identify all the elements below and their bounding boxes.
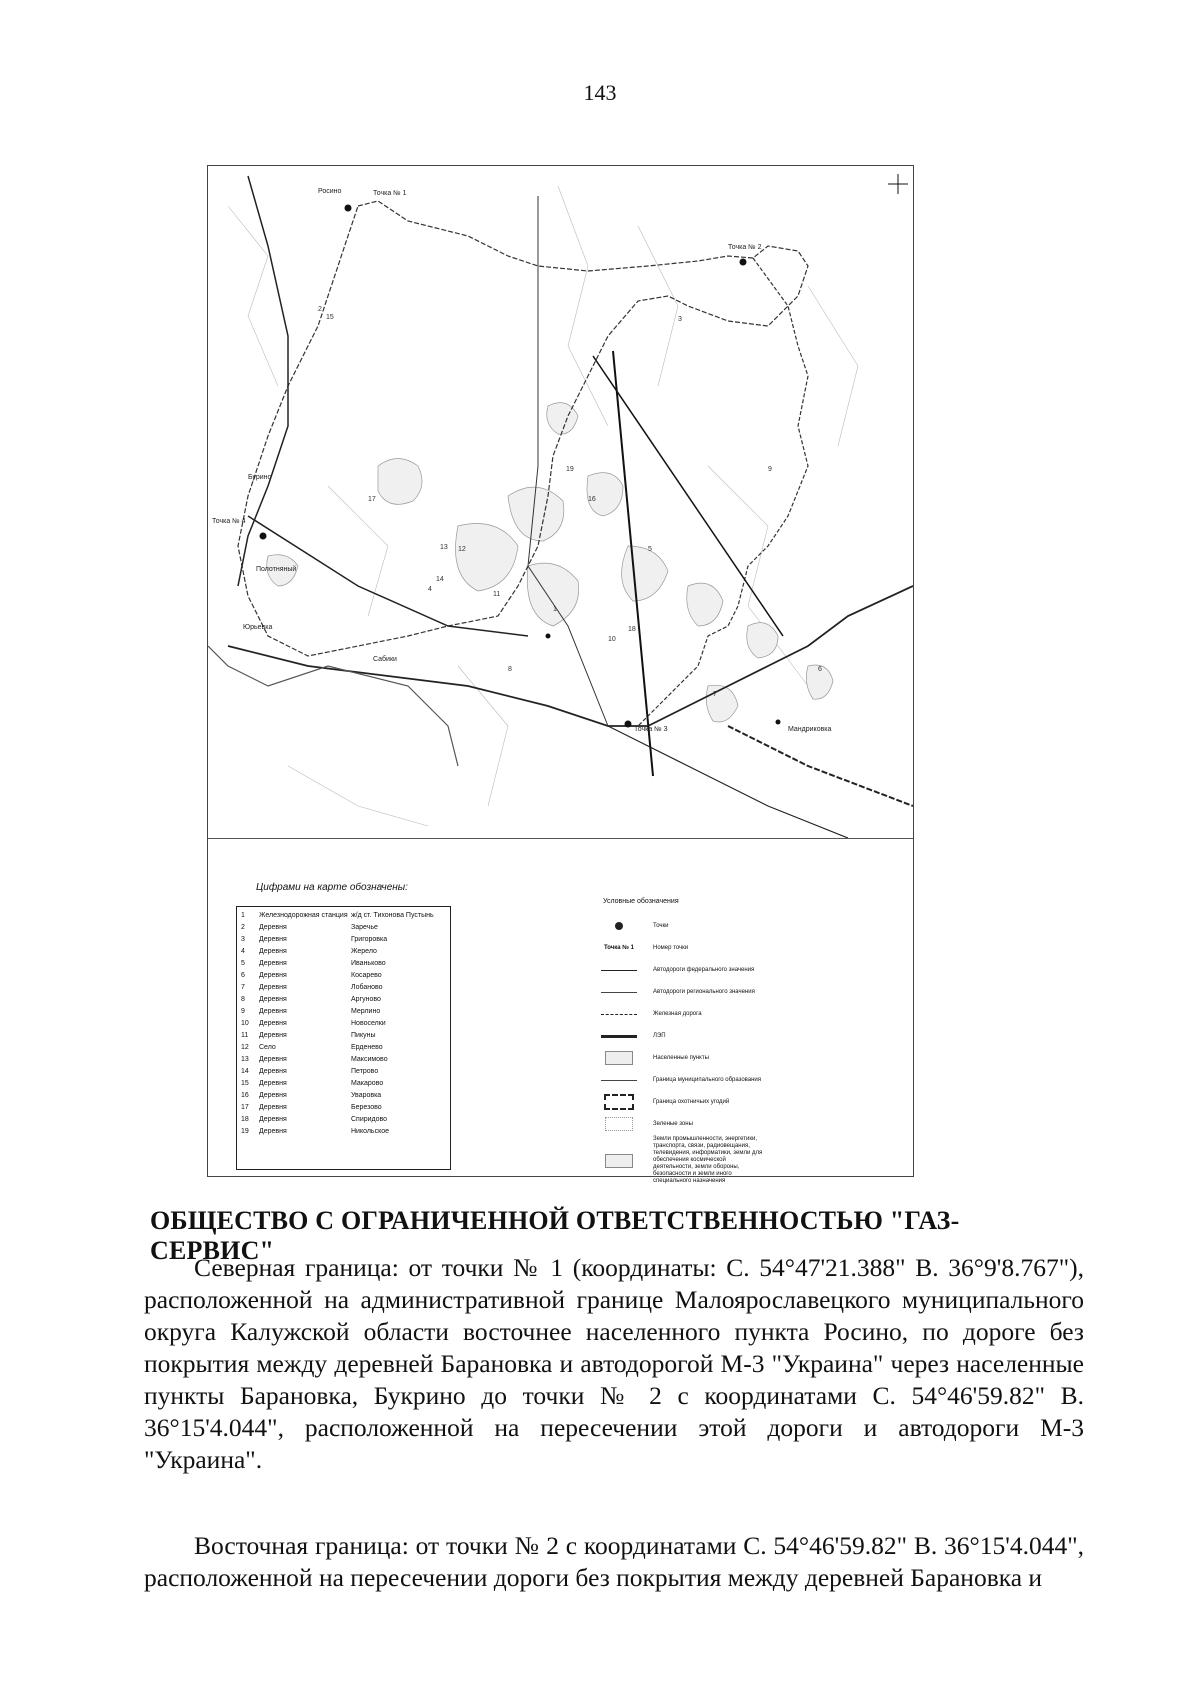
legend-symbol-icon [593,1154,645,1168]
legend-cell-name: Петрово [351,1068,379,1075]
legend-cell-type: Село [259,1044,276,1051]
legend-row [241,1090,446,1102]
map-number: 6 [818,666,822,673]
map-place-label: Полотняный [256,566,297,573]
map-number: 5 [648,546,652,553]
legend-cell-n: 10 [241,1020,249,1027]
legend-symbol-icon [593,1051,645,1065]
legend-cell-name: Макарово [351,1080,384,1087]
legend-row [241,910,446,922]
map-number: 11 [493,591,501,598]
legend-row [241,934,446,946]
legend-symbol-icon [593,1080,645,1081]
legend-cell-type: Деревня [259,960,287,967]
conventional-sign-row [593,1136,763,1185]
legend-symbol-icon [593,992,645,993]
conventional-sign-row [593,1114,763,1134]
legend-cell-n: 12 [241,1044,249,1051]
legend-cell-n: 3 [241,936,245,943]
legend-row [241,1078,446,1090]
legend-cell-type: Деревня [259,1080,287,1087]
legend-cell-type: Деревня [259,1020,287,1027]
legend-cell-type: Деревня [259,984,287,991]
legend-symbol-mark [601,970,637,971]
legend-cell-n: 13 [241,1056,249,1063]
legend-cell-name: Уваровка [351,1092,382,1099]
page-number: 143 [583,80,617,105]
legend-row [241,1102,446,1114]
map-point-label: Точка № 3 [634,726,668,733]
legend-cell-name: Ерденево [351,1044,383,1051]
legend-cell-name: Спиридово [351,1116,388,1123]
conventional-sign-row [593,1048,763,1068]
legend-row [241,1054,446,1066]
legend-cell-name: ж/д ст. Тихонова Пустынь [351,912,434,919]
paragraph-text: Восточная граница: от точки № 2 с координатами С. 54°46'59.82" В. 36°15'4.044", расположенной на пересечении дороги без покрытия между деревней Барановка и [144,1531,1084,1592]
legend-cell-type: Деревня [259,1116,287,1123]
legend-cell-type: Деревня [259,1128,287,1135]
map-place-label: Юрьевка [243,624,273,631]
map-number: 3 [678,316,682,323]
conventional-sign-row [593,982,763,1002]
conventional-sign-label: Населенные пункты [653,1054,709,1061]
map-number: 10 [608,636,616,643]
legend-row [241,922,446,934]
legend-row [241,946,446,958]
legend-cell-name: Мерлино [351,1008,381,1015]
conventional-sign-label: Автодороги федерального значения [653,966,755,973]
legend-cell-n: 11 [241,1032,249,1039]
conventional-sign-label: Зеленые зоны [653,1120,693,1127]
map-place-label: Росино [318,188,342,195]
legend-symbol-icon [593,1014,645,1015]
legend-cell-type: Деревня [259,1032,287,1039]
legend-cell-name: Григоровка [351,936,388,943]
legend-cell-n: 8 [241,996,245,1003]
map-number: 17 [368,496,376,503]
conventional-sign-label: ЛЭП [653,1032,666,1039]
conventional-sign-label: Железная дорога [653,1010,702,1017]
paragraph-north-border [144,1252,1084,1476]
map-figure [207,165,914,1184]
conventional-sign-row [593,960,763,980]
conventional-sign-row [593,1092,763,1112]
legend-cell-n: 17 [241,1104,249,1111]
map-number: 13 [440,544,448,551]
legend-cell-n: 5 [241,960,245,967]
legend-row [241,970,446,982]
map-number: 14 [436,576,444,583]
conventional-sign-label: Земли промышленности, энергетики, транспорта, связи, радиовещания, телевидения, информатики, земли для обеспечения космической деятельности, земли обороны, безопасности и земли иного специального назначения [653,1136,763,1184]
map-number: 2 [318,306,322,313]
legend-symbol-mark [601,1035,637,1038]
conventional-sign-label: Граница муниципального образования [653,1076,762,1083]
legend-cell-n: 2 [241,924,245,931]
map-drawing [208,166,913,838]
conventional-sign-label: Граница охотничьих угодий [653,1098,730,1105]
legend-cell-name: Максимово [351,1056,388,1063]
legend-cell-name: Лобаново [351,984,383,991]
legend-cell-type: Деревня [259,1092,287,1099]
conventional-sign-label: Точки [653,922,669,929]
legend-row [241,1042,446,1054]
legend-cell-n: 18 [241,1116,249,1123]
map-point-label: Точка № 2 [728,244,762,251]
map-number: 12 [458,546,466,553]
legend-symbol-mark [605,1117,633,1131]
map-number: 18 [628,626,636,633]
legend-symbol-icon [593,945,645,951]
legend-cell-type: Деревня [259,972,287,979]
legend-symbol-mark: Точка № 1 [604,945,634,951]
map-number: 19 [566,466,574,473]
conventional-signs-list [593,916,763,1187]
map-place-label: Мандриковка [788,726,832,733]
map-place-label: Сабики [373,656,397,663]
map-number: 8 [508,666,512,673]
legend-cell-name: Иваньково [351,960,386,967]
conventional-sign-row [593,938,763,958]
legend-cell-type: Деревня [259,996,287,1003]
conventional-sign-label: Автодороги регионального значения [653,988,755,995]
legend-symbol-mark [601,1014,637,1015]
legend-symbol-mark [604,1094,634,1110]
legend-cell-n: 14 [241,1068,249,1075]
legend-cell-type: Деревня [259,1104,287,1111]
map-number: 7 [713,691,717,698]
legend-cell-n: 9 [241,1008,245,1015]
legend-symbol-icon [593,1117,645,1131]
legend-cell-name: Новоселки [351,1020,386,1027]
legend-symbol-mark [601,1080,637,1081]
legend-table [236,906,451,1170]
map-point-label: Точка № 1 [373,190,407,197]
map-number: 15 [326,314,334,321]
legend-row [241,982,446,994]
legend-row [241,1126,446,1138]
conventional-sign-label: Номер точки [653,944,689,951]
legend-symbol-mark [601,992,637,993]
legend-cell-n: 16 [241,1092,249,1099]
legend-symbol-mark [605,1154,633,1168]
legend-cell-type: Деревня [259,1008,287,1015]
legend-row [241,1006,446,1018]
legend-cell-type: Деревня [259,924,287,931]
legend-row [241,994,446,1006]
legend-cell-n: 15 [241,1080,249,1087]
legend-cell-name: Жерело [351,948,377,955]
paragraph-text: Северная граница: от точки № 1 (координаты: С. 54°47'21.388" В. 36°9'8.767"), расположенной на административной границе Малоярославецкого муниципального округа Калужской области восточнее населенного пункта Росино, по дороге без покрытия между деревней Барановка и автодорогой М-3 "Украина" через населенные пункты Барановка, Букрино до точки № 2 с координатами С. 54°46'59.82" В. 36°15'4.044", расположенной на пересечении этой дороги и автодороги М-3 "Украина". [144,1253,1084,1474]
legend-cell-n: 1 [241,912,245,919]
legend-cell-n: 6 [241,972,245,979]
legend-cell-type: Деревня [259,1068,287,1075]
map-image [208,166,913,839]
legend-cell-n: 19 [241,1128,249,1135]
map-point-label: Точка № 4 [212,518,246,525]
legend-cell-name: Косарево [351,972,382,979]
conventional-sign-row [593,916,763,936]
map-number: 1 [553,606,557,613]
map-place-label: Бурино [248,474,272,481]
legend-row [241,1030,446,1042]
organization-heading: ОБЩЕСТВО С ОГРАНИЧЕННОЙ ОТВЕТСТВЕННОСТЬЮ "ГАЗ-СЕРВИС" [150,1206,960,1265]
legend-cell-n: 7 [241,984,245,991]
legend-cell-name: Аргуново [351,996,381,1003]
legend-cell-type: Деревня [259,1056,287,1063]
legend-symbol-mark [605,1051,633,1065]
map-number: 4 [428,586,432,593]
map-number: 16 [588,496,596,503]
paragraph-east-border [144,1530,1084,1594]
legend-cell-name: Заречье [351,924,378,931]
legend-row [241,1018,446,1030]
legend-cell-n: 4 [241,948,245,955]
legend-cell-name: Березово [351,1104,382,1111]
legend-cell-type: Деревня [259,936,287,943]
legend-symbol-icon [593,922,645,930]
legend-zone [208,838,913,1184]
legend-row [241,1114,446,1126]
legend-symbol-icon [593,970,645,971]
legend-cell-name: Пикуны [351,1032,376,1039]
map-number: 9 [768,466,772,473]
legend-symbol-icon [593,1094,645,1110]
legend-row [241,958,446,970]
legend-cell-type: Железнодорожная станция [259,912,348,919]
legend-title: Цифрами на карте обозначены: [256,882,408,893]
conventional-sign-row [593,1070,763,1090]
boundary-line [238,201,808,656]
legend-row [241,1066,446,1078]
legend-symbol-mark [615,922,623,930]
conventional-sign-row [593,1004,763,1024]
legend-cell-name: Никольское [351,1128,390,1135]
legend-cell-type: Деревня [259,948,287,955]
conventional-signs-title: Условные обозначения [603,898,679,905]
legend-symbol-icon [593,1035,645,1038]
conventional-sign-row [593,1026,763,1046]
